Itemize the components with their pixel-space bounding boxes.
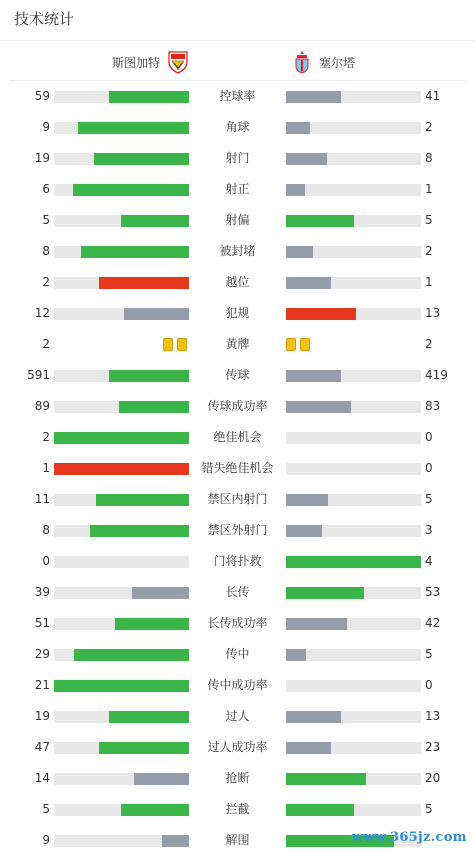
stat-label: 犯规 bbox=[225, 306, 250, 320]
stat-row bbox=[0, 638, 475, 669]
home-stat-value: 19 bbox=[34, 151, 50, 165]
yellow-card-icon bbox=[163, 338, 173, 351]
away-stat-bar-track bbox=[286, 711, 421, 723]
away-stat-bar-track bbox=[286, 618, 421, 630]
away-stat-bar-track bbox=[286, 742, 421, 754]
away-stat-bar-track bbox=[286, 587, 421, 599]
home-stat-bar-fill bbox=[119, 401, 189, 413]
stat-label: 射门 bbox=[225, 151, 250, 165]
home-stat-bar-track bbox=[54, 246, 189, 258]
away-stat-value: 4 bbox=[425, 554, 433, 568]
stat-label: 长传成功率 bbox=[207, 616, 268, 630]
stat-row bbox=[0, 483, 475, 514]
stat-row bbox=[0, 390, 475, 421]
home-stat-bar-fill bbox=[99, 277, 189, 289]
home-stat-bar-fill bbox=[162, 835, 189, 847]
away-stat-bar-track bbox=[286, 556, 421, 568]
away-stat-bar-track bbox=[286, 525, 421, 537]
home-stat-bar-fill bbox=[99, 742, 189, 754]
away-stat-bar-fill bbox=[286, 494, 328, 506]
away-stat-value: 0 bbox=[425, 678, 433, 692]
away-stat-value: 5 bbox=[425, 802, 433, 816]
away-stat-bar-fill bbox=[286, 618, 347, 630]
away-team bbox=[293, 50, 355, 74]
home-stat-bar-fill bbox=[109, 370, 189, 382]
home-stat-value: 8 bbox=[42, 244, 50, 258]
away-stat-value: 20 bbox=[425, 771, 441, 785]
home-stat-bar-fill bbox=[124, 308, 189, 320]
home-stat-bar-track bbox=[54, 463, 189, 475]
away-stat-value: 2 bbox=[425, 337, 433, 351]
stat-row bbox=[0, 762, 475, 793]
home-stat-value: 59 bbox=[34, 89, 50, 103]
home-stat-bar-fill bbox=[134, 773, 189, 785]
stat-row bbox=[0, 731, 475, 762]
home-stat-bar-track bbox=[54, 91, 189, 103]
away-stat-bar-track bbox=[286, 370, 421, 382]
away-stat-bar-fill bbox=[286, 773, 366, 785]
home-stat-bar-track bbox=[54, 122, 189, 134]
home-stat-bar-fill bbox=[54, 680, 189, 692]
stat-label: 绝佳机会 bbox=[213, 430, 262, 444]
home-stat-value: 11 bbox=[34, 492, 50, 506]
away-stat-bar-fill bbox=[286, 184, 305, 196]
away-stat-value: 13 bbox=[425, 709, 441, 723]
stat-row bbox=[0, 545, 475, 576]
home-stat-value: 0 bbox=[42, 554, 50, 568]
home-stat-value: 14 bbox=[34, 771, 50, 785]
home-stat-bar-track bbox=[54, 618, 189, 630]
stat-row bbox=[0, 700, 475, 731]
home-stat-bar-track bbox=[54, 525, 189, 537]
home-stat-bar-track bbox=[54, 153, 189, 165]
page-title: 技术统计 bbox=[14, 10, 75, 28]
home-stat-value: 21 bbox=[34, 678, 50, 692]
home-stat-bar-fill bbox=[54, 432, 189, 444]
away-stat-value: 23 bbox=[425, 740, 441, 754]
away-stat-value: 13 bbox=[425, 306, 441, 320]
home-stat-bar-fill bbox=[74, 649, 189, 661]
home-stat-bar-fill bbox=[73, 184, 189, 196]
stat-label: 解围 bbox=[225, 833, 250, 847]
home-stat-bar-track bbox=[54, 432, 189, 444]
stat-row bbox=[0, 576, 475, 607]
away-stat-value: 83 bbox=[425, 399, 441, 413]
away-stat-bar-track bbox=[286, 401, 421, 413]
home-stat-value: 8 bbox=[42, 523, 50, 537]
home-stat-value: 2 bbox=[42, 275, 50, 289]
home-stat-value: 89 bbox=[34, 399, 50, 413]
away-stat-value: 0 bbox=[425, 430, 433, 444]
away-stat-bar-track bbox=[286, 308, 421, 320]
stat-row bbox=[0, 359, 475, 390]
stat-row bbox=[0, 142, 475, 173]
away-stat-value: 1 bbox=[425, 182, 433, 196]
stat-label: 黄牌 bbox=[225, 337, 250, 351]
away-team-name: 塞尔塔 bbox=[319, 55, 356, 70]
home-stat-bar-track bbox=[54, 835, 189, 847]
home-stat-bar-track bbox=[54, 680, 189, 692]
away-stat-bar-track bbox=[286, 463, 421, 475]
home-stat-bar-track bbox=[54, 804, 189, 816]
stat-row bbox=[0, 793, 475, 824]
away-stat-bar-fill bbox=[286, 711, 341, 723]
home-stat-bar-fill bbox=[90, 525, 189, 537]
home-stat-value: 2 bbox=[42, 337, 50, 351]
away-stat-value: 41 bbox=[425, 89, 441, 103]
away-stat-value: 53 bbox=[425, 585, 441, 599]
celta-vigo-crest-icon bbox=[293, 50, 311, 74]
stat-row bbox=[0, 111, 475, 142]
watermark: www.365jz.com bbox=[352, 830, 467, 845]
stat-label: 禁区内射门 bbox=[207, 492, 268, 506]
home-stat-bar-track bbox=[54, 649, 189, 661]
home-stat-bar-fill bbox=[115, 618, 189, 630]
home-stat-value: 9 bbox=[42, 120, 50, 134]
away-stat-bar-fill bbox=[286, 153, 327, 165]
away-stat-bar-fill bbox=[286, 556, 421, 568]
home-stat-value: 9 bbox=[42, 833, 50, 847]
home-stat-bar-track bbox=[54, 184, 189, 196]
home-stat-bar-fill bbox=[81, 246, 189, 258]
away-stat-bar-track bbox=[286, 773, 421, 785]
stat-label: 长传 bbox=[225, 585, 250, 599]
home-stat-value: 29 bbox=[34, 647, 50, 661]
home-stat-value: 5 bbox=[42, 802, 50, 816]
away-stat-value: 2 bbox=[425, 244, 433, 258]
away-stat-bar-fill bbox=[286, 804, 354, 816]
away-stat-bar-fill bbox=[286, 91, 341, 103]
away-stat-bar-track bbox=[286, 91, 421, 103]
stat-row bbox=[0, 514, 475, 545]
away-stat-bar-track bbox=[286, 122, 421, 134]
stat-label: 角球 bbox=[225, 120, 250, 134]
home-stat-bar-track bbox=[54, 494, 189, 506]
stat-row bbox=[0, 452, 475, 483]
home-stat-value: 6 bbox=[42, 182, 50, 196]
away-stat-bar-track bbox=[286, 277, 421, 289]
vfb-stuttgart-crest-icon bbox=[166, 50, 190, 74]
stat-row bbox=[0, 328, 475, 359]
away-stat-bar-track bbox=[286, 215, 421, 227]
home-stat-bar-track bbox=[54, 556, 189, 568]
stat-row bbox=[0, 421, 475, 452]
stat-label: 门将扑救 bbox=[213, 554, 262, 568]
home-stat-bar-fill bbox=[78, 122, 189, 134]
away-yellow-cards bbox=[286, 338, 310, 351]
stat-label: 传中成功率 bbox=[207, 678, 268, 692]
away-stat-bar-fill bbox=[286, 308, 356, 320]
home-stat-bar-track bbox=[54, 773, 189, 785]
home-stat-bar-track bbox=[54, 308, 189, 320]
away-stat-value: 5 bbox=[425, 213, 433, 227]
away-stat-bar-fill bbox=[286, 649, 306, 661]
away-stat-value: 1 bbox=[425, 275, 433, 289]
away-stat-bar-fill bbox=[286, 246, 313, 258]
home-stat-bar-fill bbox=[96, 494, 189, 506]
away-stat-bar-fill bbox=[286, 587, 364, 599]
stat-row bbox=[0, 204, 475, 235]
home-stat-bar-fill bbox=[121, 804, 189, 816]
away-stat-bar-fill bbox=[286, 215, 354, 227]
away-stat-value: 5 bbox=[425, 647, 433, 661]
home-stat-bar-fill bbox=[109, 711, 189, 723]
home-team-name: 斯图加特 bbox=[112, 55, 161, 70]
away-stat-value: 419 bbox=[425, 368, 448, 382]
away-stat-value: 8 bbox=[425, 151, 433, 165]
stat-label: 射正 bbox=[225, 182, 250, 196]
stat-label: 射偏 bbox=[225, 213, 250, 227]
stat-label: 越位 bbox=[225, 275, 250, 289]
home-stat-bar-fill bbox=[132, 587, 189, 599]
away-stat-bar-track bbox=[286, 184, 421, 196]
stat-label: 过人 bbox=[225, 709, 250, 723]
home-stat-value: 47 bbox=[34, 740, 50, 754]
home-stat-bar-track bbox=[54, 215, 189, 227]
stat-row bbox=[0, 266, 475, 297]
home-stat-value: 1 bbox=[42, 461, 50, 475]
away-stat-bar-track bbox=[286, 153, 421, 165]
home-team bbox=[112, 50, 190, 74]
stat-label: 被封堵 bbox=[219, 244, 256, 258]
away-stat-bar-track bbox=[286, 432, 421, 444]
home-stat-bar-track bbox=[54, 277, 189, 289]
yellow-card-icon bbox=[300, 338, 310, 351]
home-stat-value: 591 bbox=[27, 368, 50, 382]
home-stat-bar-fill bbox=[54, 463, 189, 475]
away-stat-bar-fill bbox=[286, 401, 351, 413]
away-stat-bar-fill bbox=[286, 122, 310, 134]
home-stat-bar-fill bbox=[121, 215, 189, 227]
stat-label: 拦截 bbox=[225, 802, 250, 816]
home-stat-value: 19 bbox=[34, 709, 50, 723]
stat-row bbox=[0, 80, 475, 111]
away-stat-bar-fill bbox=[286, 277, 331, 289]
stat-label: 传中 bbox=[225, 647, 250, 661]
home-stat-value: 12 bbox=[34, 306, 50, 320]
stat-label: 抢断 bbox=[225, 771, 250, 785]
away-stat-value: 2 bbox=[425, 120, 433, 134]
home-stat-bar-track bbox=[54, 401, 189, 413]
home-stat-bar-fill bbox=[94, 153, 189, 165]
home-yellow-cards bbox=[163, 338, 187, 351]
yellow-card-icon bbox=[177, 338, 187, 351]
away-stat-bar-track bbox=[286, 680, 421, 692]
away-stat-bar-track bbox=[286, 494, 421, 506]
home-stat-bar-track bbox=[54, 587, 189, 599]
away-stat-value: 3 bbox=[425, 523, 433, 537]
stat-row bbox=[0, 669, 475, 700]
away-stat-bar-track bbox=[286, 804, 421, 816]
home-stat-bar-track bbox=[54, 742, 189, 754]
stat-label: 禁区外射门 bbox=[207, 523, 268, 537]
away-stat-bar-track bbox=[286, 649, 421, 661]
away-stat-bar-fill bbox=[286, 525, 322, 537]
stat-row bbox=[0, 297, 475, 328]
away-stat-value: 0 bbox=[425, 461, 433, 475]
home-stat-bar-fill bbox=[109, 91, 189, 103]
away-stat-bar-fill bbox=[286, 742, 331, 754]
stat-label: 传球成功率 bbox=[207, 399, 268, 413]
home-stat-value: 2 bbox=[42, 430, 50, 444]
stat-row bbox=[0, 235, 475, 266]
home-stat-value: 51 bbox=[34, 616, 50, 630]
away-stat-value: 42 bbox=[425, 616, 441, 630]
home-stat-value: 5 bbox=[42, 213, 50, 227]
away-stat-bar-fill bbox=[286, 370, 341, 382]
stat-label: 控球率 bbox=[219, 89, 256, 103]
yellow-card-icon bbox=[286, 338, 296, 351]
stat-label: 传球 bbox=[225, 368, 250, 382]
stats-list bbox=[0, 80, 475, 855]
stat-row bbox=[0, 607, 475, 638]
stat-label: 过人成功率 bbox=[207, 740, 268, 754]
home-stat-bar-track bbox=[54, 711, 189, 723]
header-divider bbox=[0, 40, 475, 41]
stat-label: 错失绝佳机会 bbox=[201, 461, 274, 475]
home-stat-value: 39 bbox=[34, 585, 50, 599]
away-stat-bar-track bbox=[286, 246, 421, 258]
stat-row bbox=[0, 173, 475, 204]
home-stat-bar-track bbox=[54, 370, 189, 382]
away-stat-value: 5 bbox=[425, 492, 433, 506]
